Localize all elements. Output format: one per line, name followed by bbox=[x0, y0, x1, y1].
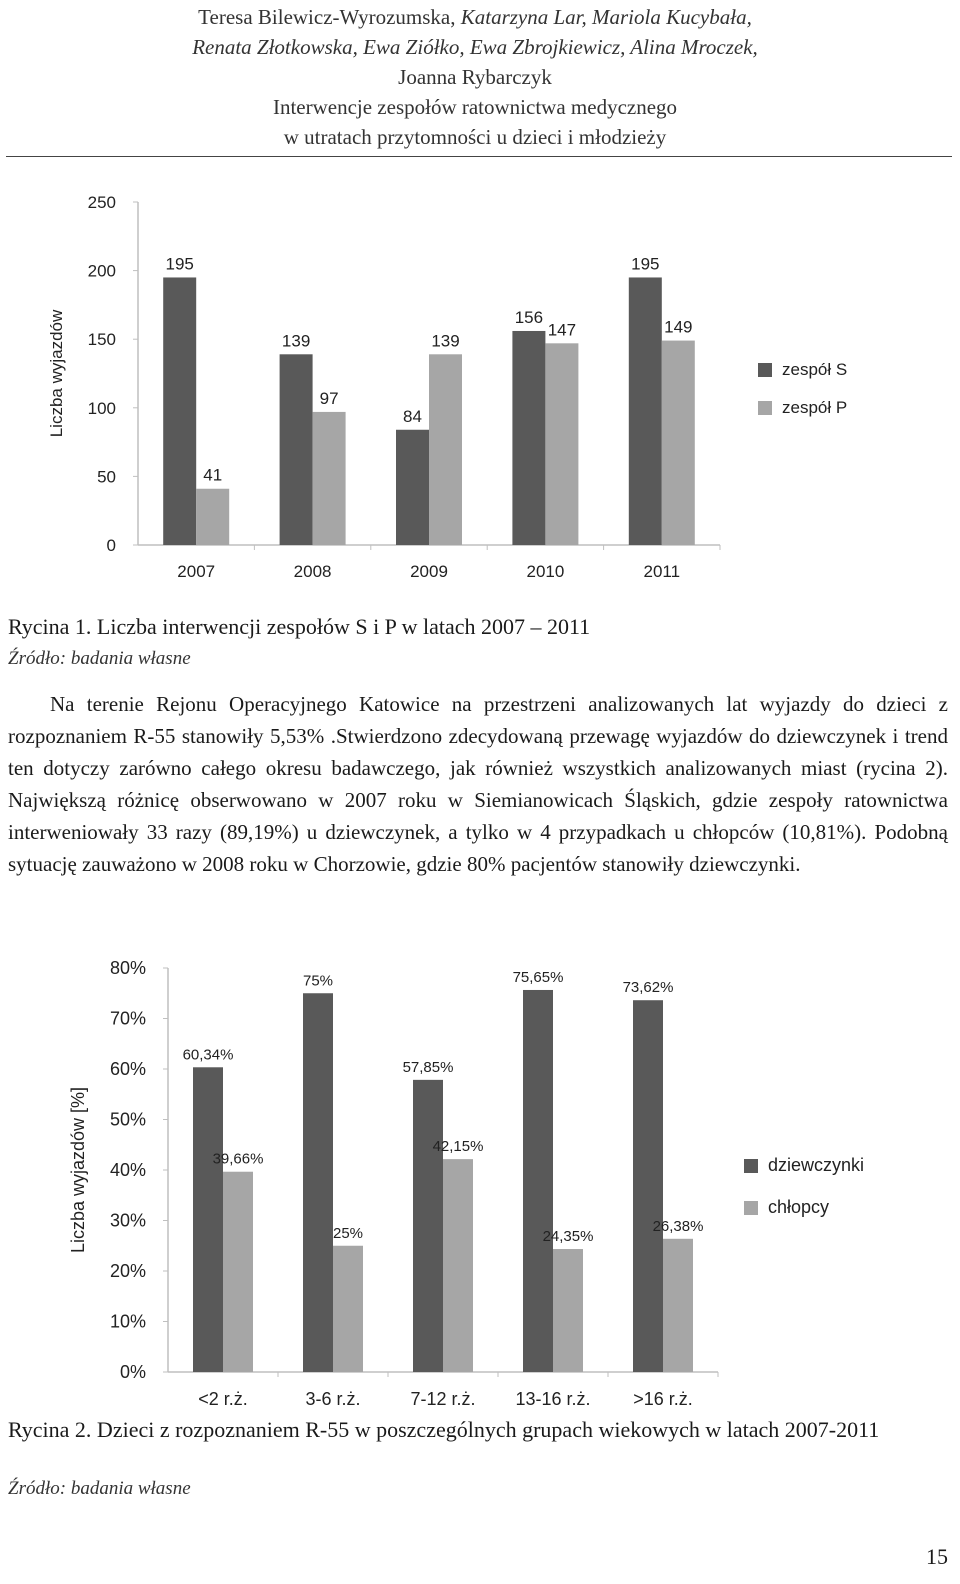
bar-series-2 bbox=[333, 1246, 363, 1372]
bar-series-1 bbox=[629, 277, 662, 545]
y-axis-title: Liczba wyjazdów bbox=[47, 309, 66, 438]
legend-swatch bbox=[744, 1201, 758, 1215]
legend-swatch bbox=[758, 363, 772, 377]
bar-value-label: 139 bbox=[431, 331, 460, 351]
x-tick-label: >16 r.ż. bbox=[633, 1389, 693, 1409]
bar-value-label: 42,15% bbox=[432, 1138, 484, 1156]
legend-swatch bbox=[758, 401, 772, 415]
bar-series-1 bbox=[512, 331, 545, 545]
authors-line-1-italic: Katarzyna Lar, Mariola Kucybała, bbox=[460, 5, 752, 29]
y-tick-label: 250 bbox=[87, 193, 116, 212]
bar-value-label: 41 bbox=[203, 465, 223, 485]
authors-line-1 bbox=[0, 2, 950, 32]
bar-value-label: 156 bbox=[514, 307, 544, 327]
figure-2-caption: Rycina 2. Dzieci z rozpoznaniem R-55 w poszczególnych grupach wiekowych w latach 2007-2011 bbox=[8, 1417, 880, 1442]
article-title-line-2: w utratach przytomności u dzieci i młodzieży bbox=[283, 125, 667, 149]
figure-2-bar-chart bbox=[0, 958, 960, 1418]
bar-series-2 bbox=[429, 354, 462, 545]
authors-line-2: Renata Złotkowska, Ewa Ziółko, Ewa Zbrojkiewicz, Alina Mroczek, bbox=[192, 35, 758, 59]
bar-value-label: 75% bbox=[302, 972, 334, 990]
bar-series-1 bbox=[193, 1067, 223, 1372]
x-tick-label: 2011 bbox=[643, 562, 681, 581]
header-divider bbox=[6, 156, 952, 157]
y-tick-label: 70% bbox=[109, 1008, 146, 1029]
bar-series-2 bbox=[663, 1239, 693, 1372]
x-tick-label: 2008 bbox=[293, 562, 332, 581]
figure-1-source: Źródło: badania własne bbox=[8, 648, 191, 669]
bar-series-1 bbox=[303, 993, 333, 1372]
bar-series-1 bbox=[523, 990, 553, 1372]
x-tick-label: <2 r.ż. bbox=[198, 1389, 248, 1409]
bar-value-label: 39,66% bbox=[212, 1150, 264, 1168]
y-tick-label: 40% bbox=[109, 1160, 146, 1180]
figure-1-bar-chart bbox=[0, 180, 960, 600]
legend-swatch bbox=[744, 1159, 758, 1173]
article-title-line-1: Interwencje zespołów ratownictwa medycznego bbox=[272, 95, 678, 119]
legend-label: chłopcy bbox=[768, 1197, 830, 1217]
bar-series-1 bbox=[633, 1000, 663, 1372]
y-tick-label: 100 bbox=[87, 398, 116, 418]
figure-2-source: Źródło: badania własne bbox=[8, 1478, 191, 1499]
y-tick-label: 50 bbox=[97, 467, 116, 487]
bar-value-label: 25% bbox=[332, 1224, 364, 1242]
running-header bbox=[0, 2, 950, 152]
bar-series-2 bbox=[223, 1172, 253, 1372]
bar-series-1 bbox=[280, 354, 313, 545]
y-tick-label: 80% bbox=[109, 958, 146, 978]
bar-value-label: 84 bbox=[403, 406, 422, 426]
y-axis-title: Liczba wyjazdów [%] bbox=[68, 1086, 88, 1254]
y-tick-label: 200 bbox=[87, 261, 116, 281]
figure-1-caption: Rycina 1. Liczba interwencji zespołów S i P w latach 2007 – 2011 bbox=[8, 614, 591, 639]
y-tick-label: 60% bbox=[109, 1059, 146, 1079]
legend-label: zespół S bbox=[782, 360, 848, 379]
y-tick-label: 0% bbox=[119, 1362, 146, 1382]
bar-series-1 bbox=[396, 430, 429, 545]
y-tick-label: 10% bbox=[109, 1311, 146, 1332]
bar-value-label: 24,35% bbox=[542, 1228, 594, 1246]
bar-value-label: 147 bbox=[547, 320, 577, 340]
bar-value-label: 75,65% bbox=[512, 968, 564, 986]
bar-value-label: 73,62% bbox=[622, 979, 674, 997]
body-paragraph: Na terenie Rejonu Operacyjnego Katowice na przestrzeni analizowanych lat wyjazdy do dzieci z rozpoznaniem R-55 stanowiły 5,53% .Stwierdzono zdecydowaną przewagę wyjazdów do dziewczynek i trend ten dotyczy zarówno całego okresu badawczego, jak również wszystkich analizowanych miast (rycina 2). Największą różnicę obserwowano w 2007 roku w Siemianowicach Śląskich, gdzie zespoły ratownictwa interweniowały 33 razy (89,19%) u dziewczynek, a tylko w 4 przypadkach u chłopców (10,81%). Podobną sytuację zauważono w 2008 roku w Chorzowie, gdzie 80% pacjentów stanowiły dziewczynki. bbox=[8, 692, 948, 876]
bar-series-1 bbox=[163, 277, 196, 545]
x-tick-label: 2007 bbox=[177, 562, 216, 581]
y-tick-label: 50% bbox=[109, 1109, 146, 1130]
bar-series-2 bbox=[196, 489, 229, 545]
authors-line-3: Joanna Rybarczyk bbox=[398, 65, 552, 89]
x-tick-label: 13-16 r.ż. bbox=[515, 1389, 591, 1409]
bar-value-label: 57,85% bbox=[402, 1058, 454, 1076]
bar-value-label: 139 bbox=[281, 331, 311, 351]
x-tick-label: 7-12 r.ż. bbox=[410, 1389, 476, 1409]
bar-value-label: 26,38% bbox=[652, 1217, 704, 1235]
y-tick-label: 20% bbox=[109, 1261, 146, 1281]
x-tick-label: 3-6 r.ż. bbox=[305, 1389, 361, 1409]
bar-series-2 bbox=[662, 341, 695, 545]
y-tick-label: 30% bbox=[109, 1210, 146, 1231]
bar-series-2 bbox=[545, 343, 578, 545]
bar-value-label: 97 bbox=[319, 388, 339, 408]
legend-label: dziewczynki bbox=[768, 1155, 865, 1175]
bar-value-label: 195 bbox=[631, 254, 660, 274]
bar-series-2 bbox=[553, 1249, 583, 1372]
bar-value-label: 60,34% bbox=[182, 1046, 234, 1064]
x-tick-label: 2009 bbox=[410, 562, 448, 581]
bar-value-label: 149 bbox=[664, 317, 693, 337]
page-number: 15 bbox=[926, 1544, 948, 1569]
bar-value-label: 195 bbox=[165, 254, 194, 274]
bar-series-2 bbox=[313, 412, 346, 545]
y-tick-label: 0 bbox=[106, 536, 116, 555]
authors-line-1-upright: Teresa Bilewicz-Wyrozumska, bbox=[198, 5, 456, 29]
bar-series-1 bbox=[413, 1080, 443, 1372]
bar-series-2 bbox=[443, 1159, 473, 1372]
body-paragraph-block bbox=[8, 688, 948, 880]
x-tick-label: 2010 bbox=[526, 562, 565, 581]
y-tick-label: 150 bbox=[87, 330, 116, 350]
legend-label: zespół P bbox=[782, 398, 848, 417]
